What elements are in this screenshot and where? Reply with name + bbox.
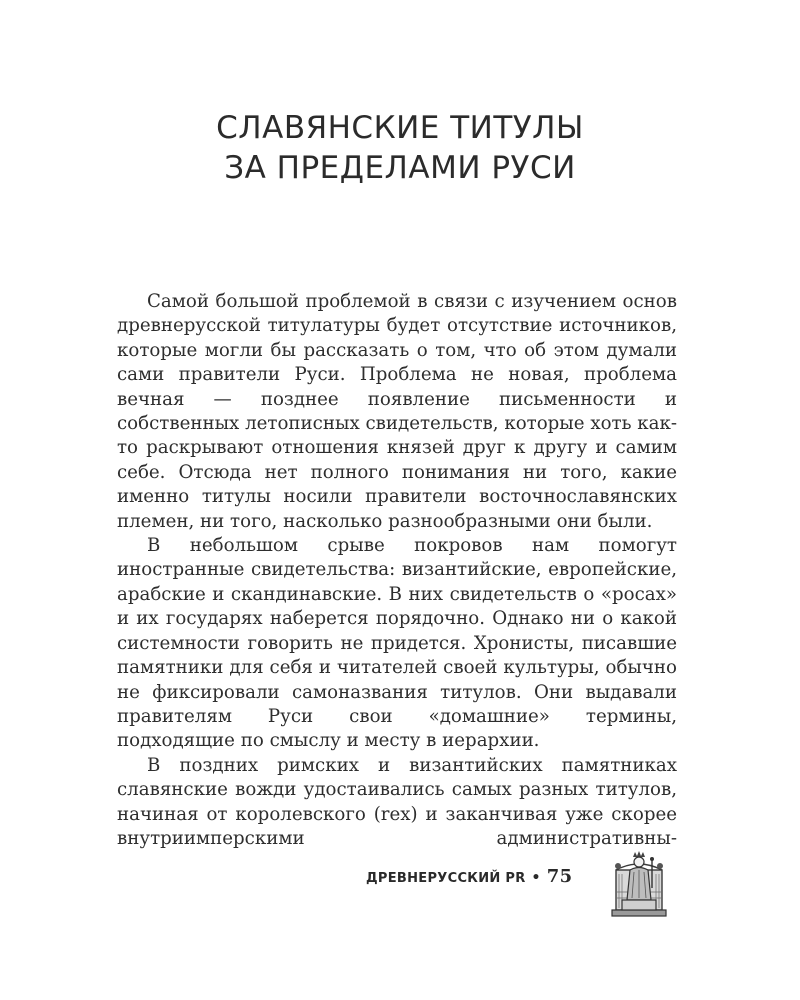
running-footer <box>366 866 572 887</box>
paragraph-3: В поздних римских и византийских памятниках славянские вожди удостаивались самых разных титулов, начиная от королевского (rex) и заканчивая уже скорее внутриимперскими административны- <box>117 754 677 849</box>
chapter-title-line-2: ЗА ПРЕДЕЛАМИ РУСИ <box>224 150 576 186</box>
paragraph-2: В небольшом срыве покровов нам помогут иностранные свидетельства: византийские, европейские, арабские и скандинавские. В них свидетельств о «росах» и их государях наберется порядочно. Однако ни о какой системности говорить не придется. Хронисты, писавшие памятники для себя и читателей своей культуры, обычно не фиксировали самоназвания титулов. Они выдавали правителям Руси свои «домашние» термины, подходящие по смыслу и месту в иерархии. <box>117 535 677 752</box>
page-number: 75 <box>546 866 573 887</box>
chapter-title-line-1: СЛАВЯНСКИЕ ТИТУЛЫ <box>216 110 584 146</box>
running-title: ДРЕВНЕРУССКИЙ PR <box>366 871 526 886</box>
enthroned-prince-emblem-icon <box>608 848 670 918</box>
chapter-title <box>0 108 800 188</box>
footer-separator: • <box>531 870 541 886</box>
body-text <box>117 290 677 851</box>
paragraph-1: Самой большой проблемой в связи с изучением основ древнерусской титулатуры будет отсутствие источников, которые могли бы рассказать о том, что об этом думали сами правители Руси. Проблема не новая, проблема вечная — позднее появление письменности и собственных летописных свидетельств, которые хоть как-то раскрывают отношения князей друг к другу и самим себе. Отсюда нет полного понимания ни того, какие именно титулы носили правители восточнославянских племен, ни того, насколько разнообразными они были. <box>117 291 677 532</box>
